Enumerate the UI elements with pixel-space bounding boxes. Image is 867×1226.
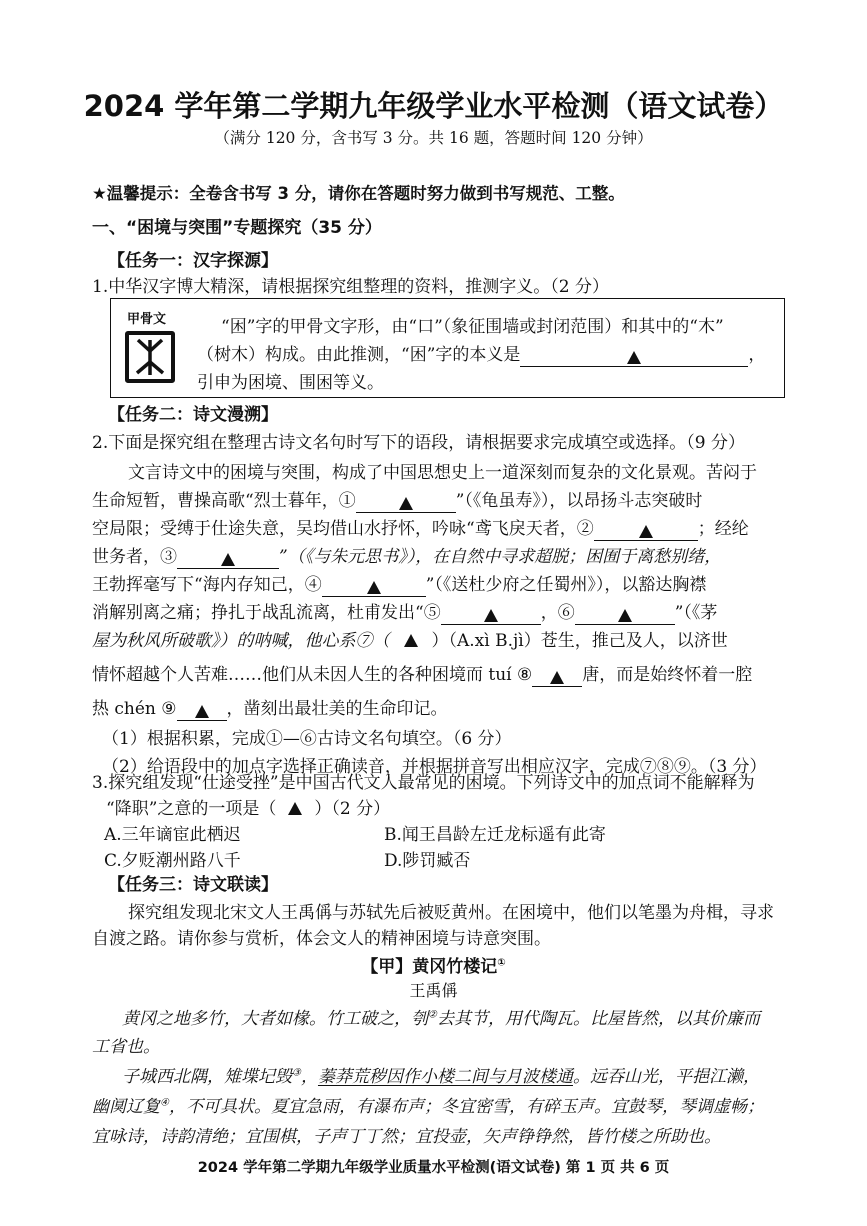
page-subtitle: （满分 120 分，含书写 3 分。共 16 题，答题时间 120 分钟）	[214, 129, 653, 147]
option-a[interactable]: A.三年谪宦此栖迟	[104, 825, 241, 845]
oracle-bone-glyph-icon	[125, 331, 175, 383]
triangle-icon	[639, 525, 653, 538]
passage-line-3: 空局限；受缚于仕途失意，吴均借山水抒怀，吟咏“鸢飞戾天者，② ；经纶	[92, 519, 749, 539]
page-footer: 2024 学年第二学期九年级学业质量水平检测(语文试卷) 第 1 页 共 6 页	[197, 1160, 670, 1176]
task1-title: 【任务一：汉字探源】	[108, 251, 278, 271]
classical-line-hidden: 宜咏诗，诗韵清绝；宜围棋，子声丁丁然；宜投壶，矢声铮铮然，皆竹楼之所助也。	[92, 1127, 721, 1147]
triangle-icon	[618, 609, 632, 622]
box-line-2: （树木）构成。由此推测，“困”字的本义是 ，	[197, 345, 766, 365]
task3-title: 【任务三：诗文联读】	[108, 875, 278, 895]
blank-4[interactable]	[322, 578, 426, 597]
triangle-icon	[399, 497, 413, 510]
question-3-line-1: 3.探究组发现“仕途受挫”是中国古代文人最常见的困境。下列诗文中的加点词不能解释为	[92, 773, 755, 793]
question-2: 2.下面是探究组在整理古诗文名句时写下的语段，请根据要求完成填空或选择。（9 分）	[92, 433, 745, 453]
triangle-icon	[221, 553, 235, 566]
triangle-icon	[627, 351, 641, 364]
blank-3[interactable]	[177, 550, 279, 569]
blank-1[interactable]	[356, 494, 456, 513]
box-line-1: “困”字的甲骨文字形，由“口”（象征围墙或封闭范围）和其中的“木”	[221, 317, 724, 337]
blank-6[interactable]	[575, 606, 675, 625]
answer-blank-1[interactable]	[520, 348, 748, 367]
classical-line-1: 黄冈之地多竹，大者如椽。竹工破之，刳②去其节，用代陶瓦。比屋皆然，以其价廉而	[122, 1009, 760, 1029]
passage-line-9: 热 chén ⑨ ，凿刻出最壮美的生命印记。	[92, 699, 448, 719]
box-line-3: 引申为困境、围困等义。	[197, 373, 384, 393]
blank-8[interactable]	[532, 668, 582, 687]
triangle-icon	[367, 581, 381, 594]
page-title: 2024 学年第二学期九年级学业水平检测（语文试卷）	[83, 89, 784, 123]
passage-line-8: 情怀超越个人苦难……他们从未因人生的各种困境而 tuí ⑧ 唐，而是始终怀着一腔	[92, 665, 753, 685]
passage-line-7: 屋为秋风所破歌》）的呐喊，他心系⑦（ ）（A.xì B.jì）苍生，推己及人，以济世	[92, 631, 728, 651]
option-c[interactable]: C.夕贬潮州路八千	[104, 851, 241, 871]
triangle-icon	[404, 634, 418, 647]
question-1: 1.中华汉字博大精深，请根据探究组整理的资料，推测字义。（2 分）	[92, 277, 609, 297]
piece-author: 王禹偁	[409, 981, 458, 1000]
classical-line-4: 幽阒辽夐④，不可具状。夏宜急雨，有瀑布声；冬宜密雪，有碎玉声。宜鼓琴，琴调虚畅；	[92, 1097, 764, 1117]
task3-intro-2: 自渡之路。请你参与赏析，体会文人的精神困境与诗意突围。	[92, 929, 551, 949]
section-heading: 一、“困境与突围”专题探究（35 分）	[92, 218, 382, 238]
question-3-line-2: “降职”之意的一项是（ ）（2 分）	[106, 799, 391, 819]
passage-line-6: 消解别离之痛；挣扎于战乱流离，杜甫发出“⑤ ，⑥ ”（《茅	[92, 603, 718, 623]
warm-tip: ★温馨提示：全卷含书写 3 分，请你在答题时努力做到书写规范、工整。	[92, 184, 625, 203]
blank-9[interactable]	[177, 702, 227, 721]
triangle-icon	[195, 705, 209, 718]
blank-2[interactable]	[594, 522, 698, 541]
triangle-icon	[550, 671, 564, 684]
oracle-label: 甲骨文	[127, 312, 167, 327]
sub-question-2: （2）给语段中的加点字选择正确读音，并根据拼音写出相应汉字，完成⑦⑧⑨。（3 分）	[102, 757, 767, 777]
passage-line-2: 生命短暂，曹操高歌“烈士暮年，① ”（《龟虽寿》），以昂扬斗志突破时	[92, 491, 703, 511]
blank-5[interactable]	[441, 606, 541, 625]
classical-line-2: 工省也。	[92, 1037, 160, 1057]
passage-line-1: 文言诗文中的困境与突围，构成了中国思想史上一道深刻而复杂的文化景观。苦闷于	[128, 463, 757, 483]
passage-line-5: 王勃挥毫写下“海内存知己，④ ”（《送杜少府之任蜀州》），以豁达胸襟	[92, 575, 707, 595]
classical-line-3: 子城西北隅，雉堞圮毁③，蓁莽荒秽因作小楼二间与月波楼通。远吞山光，平挹江濑，	[122, 1067, 760, 1087]
task2-title: 【任务二：诗文漫溯】	[108, 405, 278, 425]
task3-intro-1: 探究组发现北宋文人王禹偁与苏轼先后被贬黄州。在困境中，他们以笔墨为舟楫，寻求	[128, 903, 774, 923]
sub-question-1: （1）根据积累，完成①—⑥古诗文名句填空。（6 分）	[102, 729, 512, 749]
oracle-bone-box	[110, 298, 785, 398]
option-d[interactable]: D.陟罚臧否	[384, 851, 471, 871]
option-b[interactable]: B.闻王昌龄左迁龙标遥有此寄	[384, 825, 606, 845]
triangle-icon	[484, 609, 498, 622]
passage-line-4: 世务者，③ ”（《与朱元思书》），在自然中寻求超脱；困囿于离愁别绪，	[92, 547, 722, 567]
piece-title: 【甲】黄冈竹楼记①	[361, 957, 506, 977]
triangle-icon	[288, 802, 302, 815]
